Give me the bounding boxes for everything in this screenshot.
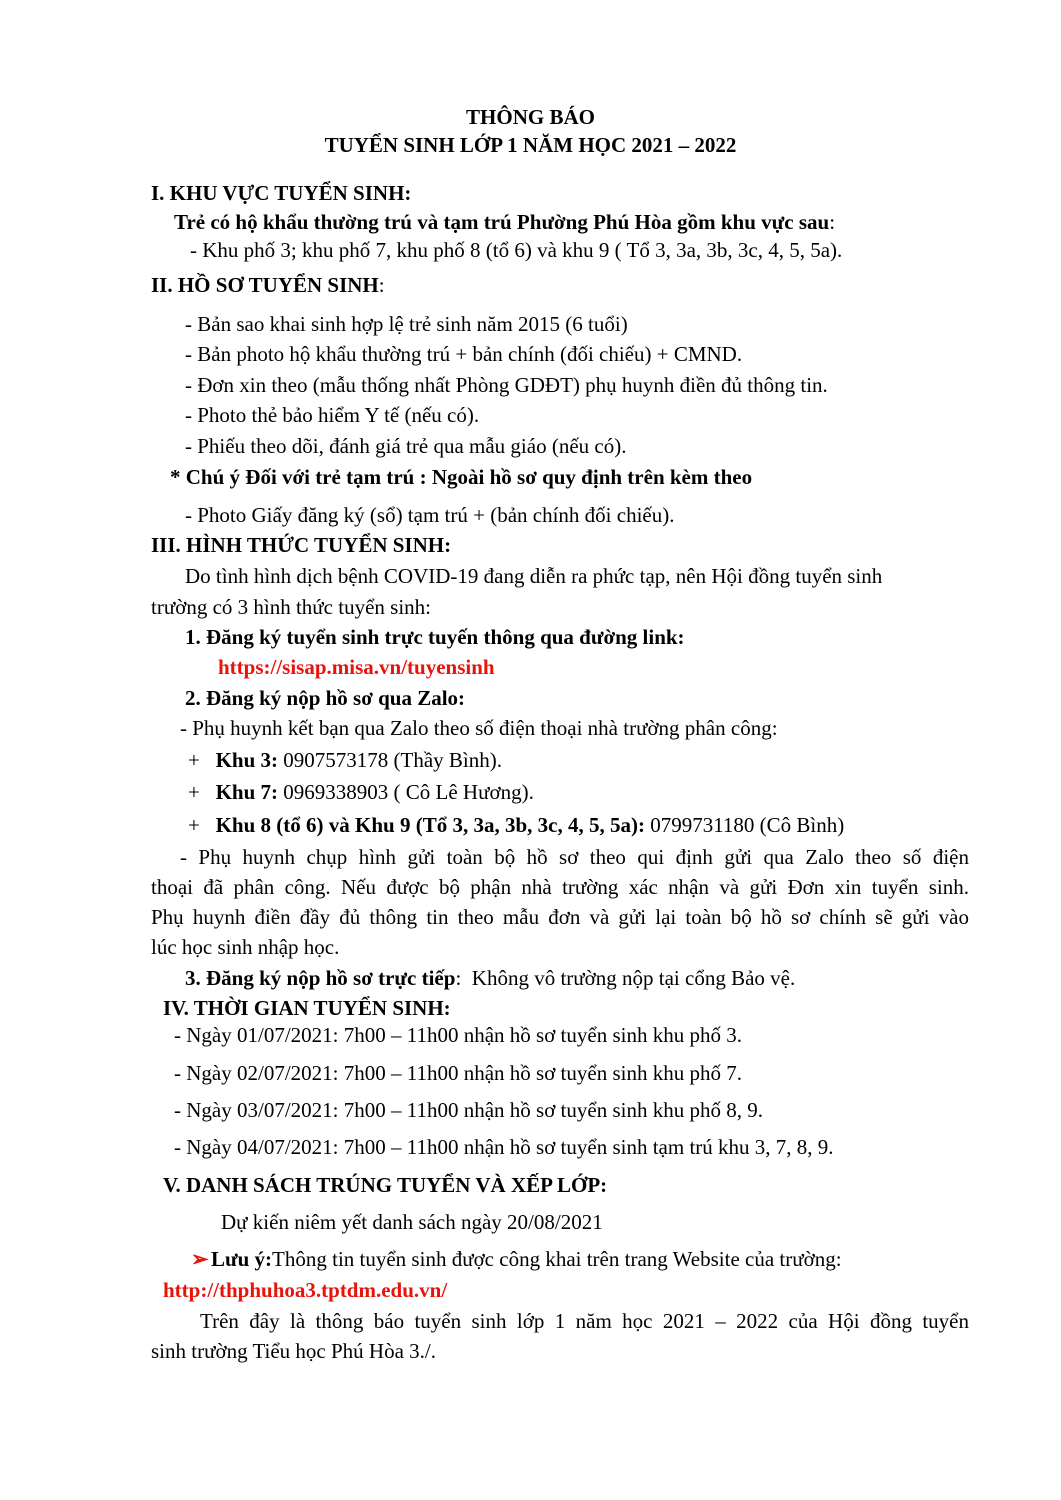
method3 bbox=[185, 964, 795, 992]
note-label: Lưu ý: bbox=[211, 1247, 273, 1271]
section2-item: - Phiếu theo dõi, đánh giá trẻ qua mẫu giáo (nếu có). bbox=[185, 434, 627, 458]
arrow-bullet-icon: ➢ bbox=[191, 1247, 209, 1271]
section2-heading-colon: : bbox=[378, 273, 385, 297]
section4-heading: IV. THỜI GIAN TUYỂN SINH: bbox=[163, 996, 451, 1020]
section1-heading: I. KHU VỰC TUYỂN SINH: bbox=[151, 181, 412, 205]
zalo-note-line4: lúc học sinh nhập học. bbox=[151, 935, 340, 959]
section1-areas: - Khu phố 3; khu phố 7, khu phố 8 (tổ 6) và khu 9 ( Tổ 3, 3a, 3b, 3c, 4, 5, 5a). bbox=[190, 238, 843, 262]
schedule-item: - Ngày 04/07/2021: 7h00 – 11h00 nhận hồ sơ tuyển sinh tạm trú khu 3, 7, 8, 9. bbox=[174, 1135, 834, 1159]
contact-label: Khu 8 (tổ 6) và Khu 9 (Tổ 3, 3a, 3b, 3c, 4, 5, 5a): bbox=[215, 813, 645, 837]
section2-note: * Chú ý Đối với trẻ tạm trú : Ngoài hồ sơ quy định trên kèm theo bbox=[170, 465, 753, 489]
contact-prefix: + bbox=[188, 748, 216, 772]
contact-value: 0799731180 (Cô Bình) bbox=[644, 813, 845, 837]
note-text: Thông tin tuyển sinh được công khai trên trang Website của trường: bbox=[272, 1247, 842, 1271]
section2-heading bbox=[151, 271, 385, 299]
contact-label: Khu 7: bbox=[215, 780, 279, 804]
closing-line1: Trên đây là thông báo tuyển sinh lớp 1 năm học 2021 – 2022 của Hội đồng tuyển bbox=[200, 1309, 969, 1333]
contact-khu-3 bbox=[188, 746, 502, 774]
section2-item: - Bản photo hộ khẩu thường trú + bản chính (đối chiếu) + CMND. bbox=[185, 342, 743, 366]
contact-khu-8-9 bbox=[188, 811, 844, 839]
schedule-item: - Ngày 03/07/2021: 7h00 – 11h00 nhận hồ sơ tuyển sinh khu phố 8, 9. bbox=[174, 1098, 763, 1122]
website-note bbox=[191, 1245, 842, 1273]
section3-intro-line2: trường có 3 hình thức tuyển sinh: bbox=[151, 595, 432, 619]
closing-line2: sinh trường Tiểu học Phú Hòa 3./. bbox=[151, 1339, 437, 1363]
posting-date: Dự kiến niêm yết danh sách ngày 20/08/2021 bbox=[221, 1210, 603, 1234]
title-line-1: THÔNG BÁO bbox=[466, 105, 595, 129]
section5-heading: V. DANH SÁCH TRÚNG TUYỂN VÀ XẾP LỚP: bbox=[163, 1173, 608, 1197]
contact-label: Khu 3: bbox=[215, 748, 279, 772]
contact-prefix: + bbox=[188, 813, 216, 837]
registration-link[interactable]: https://sisap.misa.vn/tuyensinh bbox=[218, 655, 495, 679]
zalo-intro: - Phụ huynh kết bạn qua Zalo theo số điện thoại nhà trường phân công: bbox=[180, 716, 778, 740]
zalo-note-line2: thoại đã phân công. Nếu được bộ phận nhà trường xác nhận và gửi Đơn xin tuyển sinh. bbox=[151, 875, 969, 899]
method2-heading: 2. Đăng ký nộp hồ sơ qua Zalo: bbox=[185, 686, 466, 710]
section2-item: - Đơn xin theo (mẫu thống nhất Phòng GDĐT) phụ huynh điền đủ thông tin. bbox=[185, 373, 828, 397]
method3-heading: 3. Đăng ký nộp hồ sơ trực tiếp bbox=[185, 966, 456, 990]
section1-intro bbox=[174, 208, 835, 236]
method3-text: : Không vô trường nộp tại cổng Bảo vệ. bbox=[455, 966, 796, 990]
website-link[interactable]: http://thphuhoa3.tptdm.edu.vn/ bbox=[163, 1278, 448, 1302]
method1-heading: 1. Đăng ký tuyển sinh trực tuyến thông qua đường link: bbox=[185, 625, 685, 649]
section1-intro-colon: : bbox=[829, 210, 836, 234]
contact-prefix: + bbox=[188, 780, 216, 804]
section3-heading: III. HÌNH THỨC TUYỂN SINH: bbox=[151, 533, 452, 557]
section2-note-item: - Photo Giấy đăng ký (sổ) tạm trú + (bản chính đối chiếu). bbox=[185, 503, 675, 527]
zalo-note-line1: - Phụ huynh chụp hình gửi toàn bộ hồ sơ theo qui định gửi qua Zalo theo số điện bbox=[180, 845, 969, 869]
contact-value: 0907573178 (Thầy Bình). bbox=[278, 748, 503, 772]
contact-value: 0969338903 ( Cô Lê Hương). bbox=[278, 780, 534, 804]
section3-intro-line1: Do tình hình dịch bệnh COVID-19 đang diễn ra phức tạp, nên Hội đồng tuyển sinh bbox=[185, 564, 883, 588]
title-line-2: TUYỂN SINH LỚP 1 NĂM HỌC 2021 – 2022 bbox=[324, 133, 737, 157]
zalo-note-line3: Phụ huynh điền đầy đủ thông tin theo mẫu đơn và gửi lại toàn bộ hồ sơ chính sẽ gửi vào bbox=[151, 905, 969, 929]
contact-khu-7 bbox=[188, 778, 534, 806]
schedule-item: - Ngày 02/07/2021: 7h00 – 11h00 nhận hồ sơ tuyển sinh khu phố 7. bbox=[174, 1061, 742, 1085]
section2-item: - Photo thẻ bảo hiểm Y tế (nếu có). bbox=[185, 403, 480, 427]
schedule-item: - Ngày 01/07/2021: 7h00 – 11h00 nhận hồ sơ tuyển sinh khu phố 3. bbox=[174, 1023, 742, 1047]
section1-intro-bold: Trẻ có hộ khẩu thường trú và tạm trú Phường Phú Hòa gồm khu vực sau bbox=[174, 210, 830, 234]
section2-item: - Bản sao khai sinh hợp lệ trẻ sinh năm 2015 (6 tuổi) bbox=[185, 312, 628, 336]
section2-heading-text: II. HỒ SƠ TUYỂN SINH bbox=[151, 273, 379, 297]
